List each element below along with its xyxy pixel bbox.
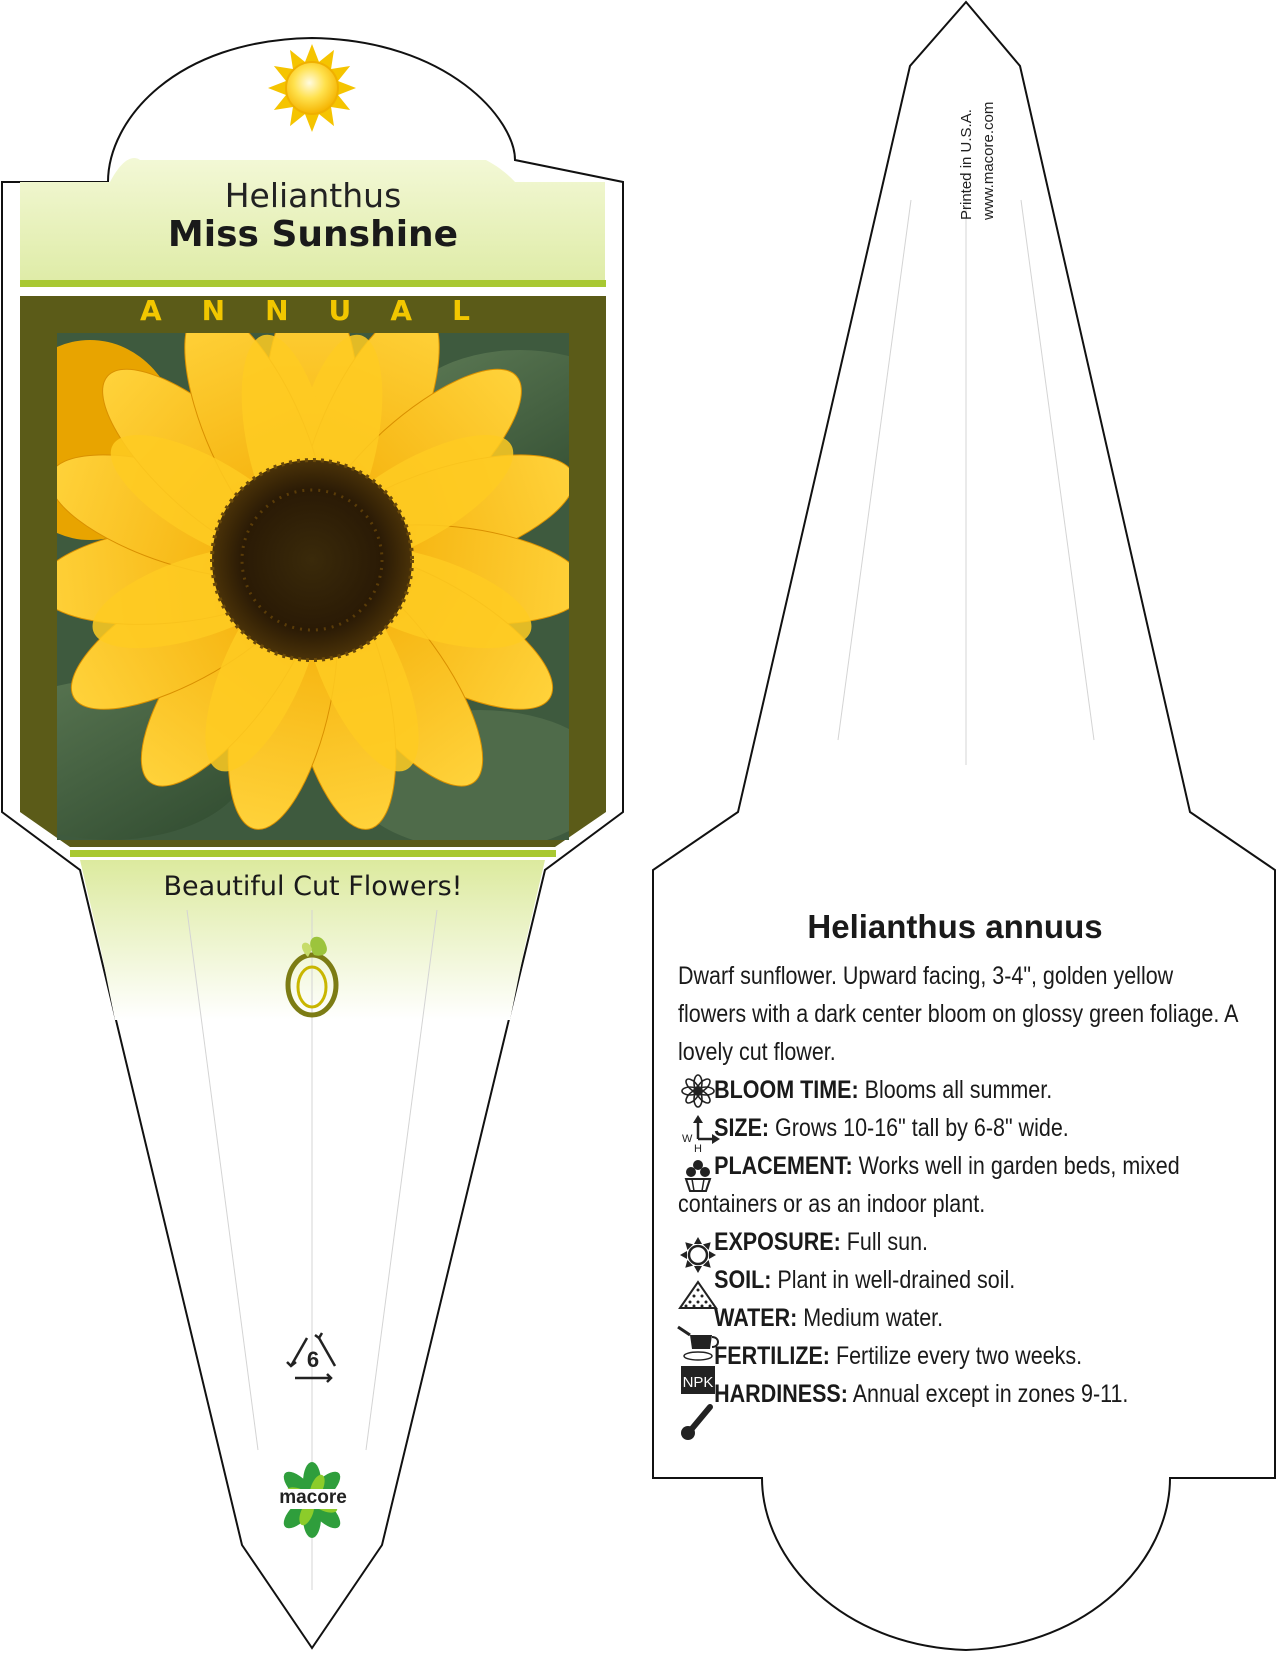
attr-value: Blooms all summer.: [858, 1076, 1053, 1104]
npk-label: NPK: [682, 1374, 714, 1391]
attr-label: WATER:: [714, 1304, 798, 1332]
attr-value: Plant in well-drained soil.: [771, 1266, 1016, 1294]
front-genus: Helianthus: [224, 176, 402, 215]
lime-bar-top: [20, 280, 606, 287]
attr-size: [678, 1109, 1238, 1147]
attr-fertilize: [678, 1337, 1238, 1375]
printed-in: Printed in U.S.A.: [958, 109, 975, 220]
attr-label: EXPOSURE:: [714, 1228, 841, 1256]
attr-placement-continued: containers or as an indoor plant.: [678, 1190, 986, 1218]
front-category: ANNUAL: [140, 294, 510, 327]
website: www.macore.com: [980, 101, 997, 220]
attr-label: PLACEMENT:: [714, 1152, 853, 1180]
size-icon-w: W: [682, 1133, 693, 1145]
front-tagline: Beautiful Cut Flowers!: [163, 871, 463, 902]
attr-value: Medium water.: [797, 1304, 944, 1332]
plant-description-block: [678, 957, 1238, 1413]
attr-bloom-time: [678, 1071, 1238, 1109]
botanical-name: Helianthus annuus: [807, 908, 1103, 945]
attr-water: [678, 1299, 1238, 1337]
attr-value: Grows 10-16" tall by 6-8" wide.: [769, 1114, 1069, 1142]
front-variety: Miss Sunshine: [167, 214, 459, 255]
attr-exposure: [678, 1223, 1238, 1261]
size-icon-h: H: [694, 1143, 702, 1155]
attr-value: Full sun.: [840, 1228, 929, 1256]
brand-logo-text: macore: [279, 1487, 347, 1508]
attr-soil: [678, 1261, 1238, 1299]
attr-label: SOIL:: [714, 1266, 772, 1294]
attr-placement: [678, 1147, 1238, 1185]
lime-bar-bottom: [70, 850, 556, 857]
attr-label: SIZE:: [714, 1114, 770, 1142]
attr-value: Fertilize every two weeks.: [829, 1342, 1083, 1370]
attr-label: BLOOM TIME:: [714, 1076, 859, 1104]
attr-value: Annual except in zones 9-11.: [847, 1380, 1129, 1408]
sunflower-photo: [0, 285, 640, 850]
attr-label: FERTILIZE:: [714, 1342, 830, 1370]
recycle-code: 6: [306, 1347, 320, 1372]
plant-description: Dwarf sunflower. Upward facing, 3-4", golden yellow flowers with a dark center bloom on glossy green foliage. A lovely cut flower.: [678, 962, 1238, 1066]
attr-label: HARDINESS:: [714, 1380, 848, 1408]
attr-value: Works well in garden beds, mixed: [852, 1152, 1180, 1180]
attr-hardiness: [678, 1375, 1238, 1413]
